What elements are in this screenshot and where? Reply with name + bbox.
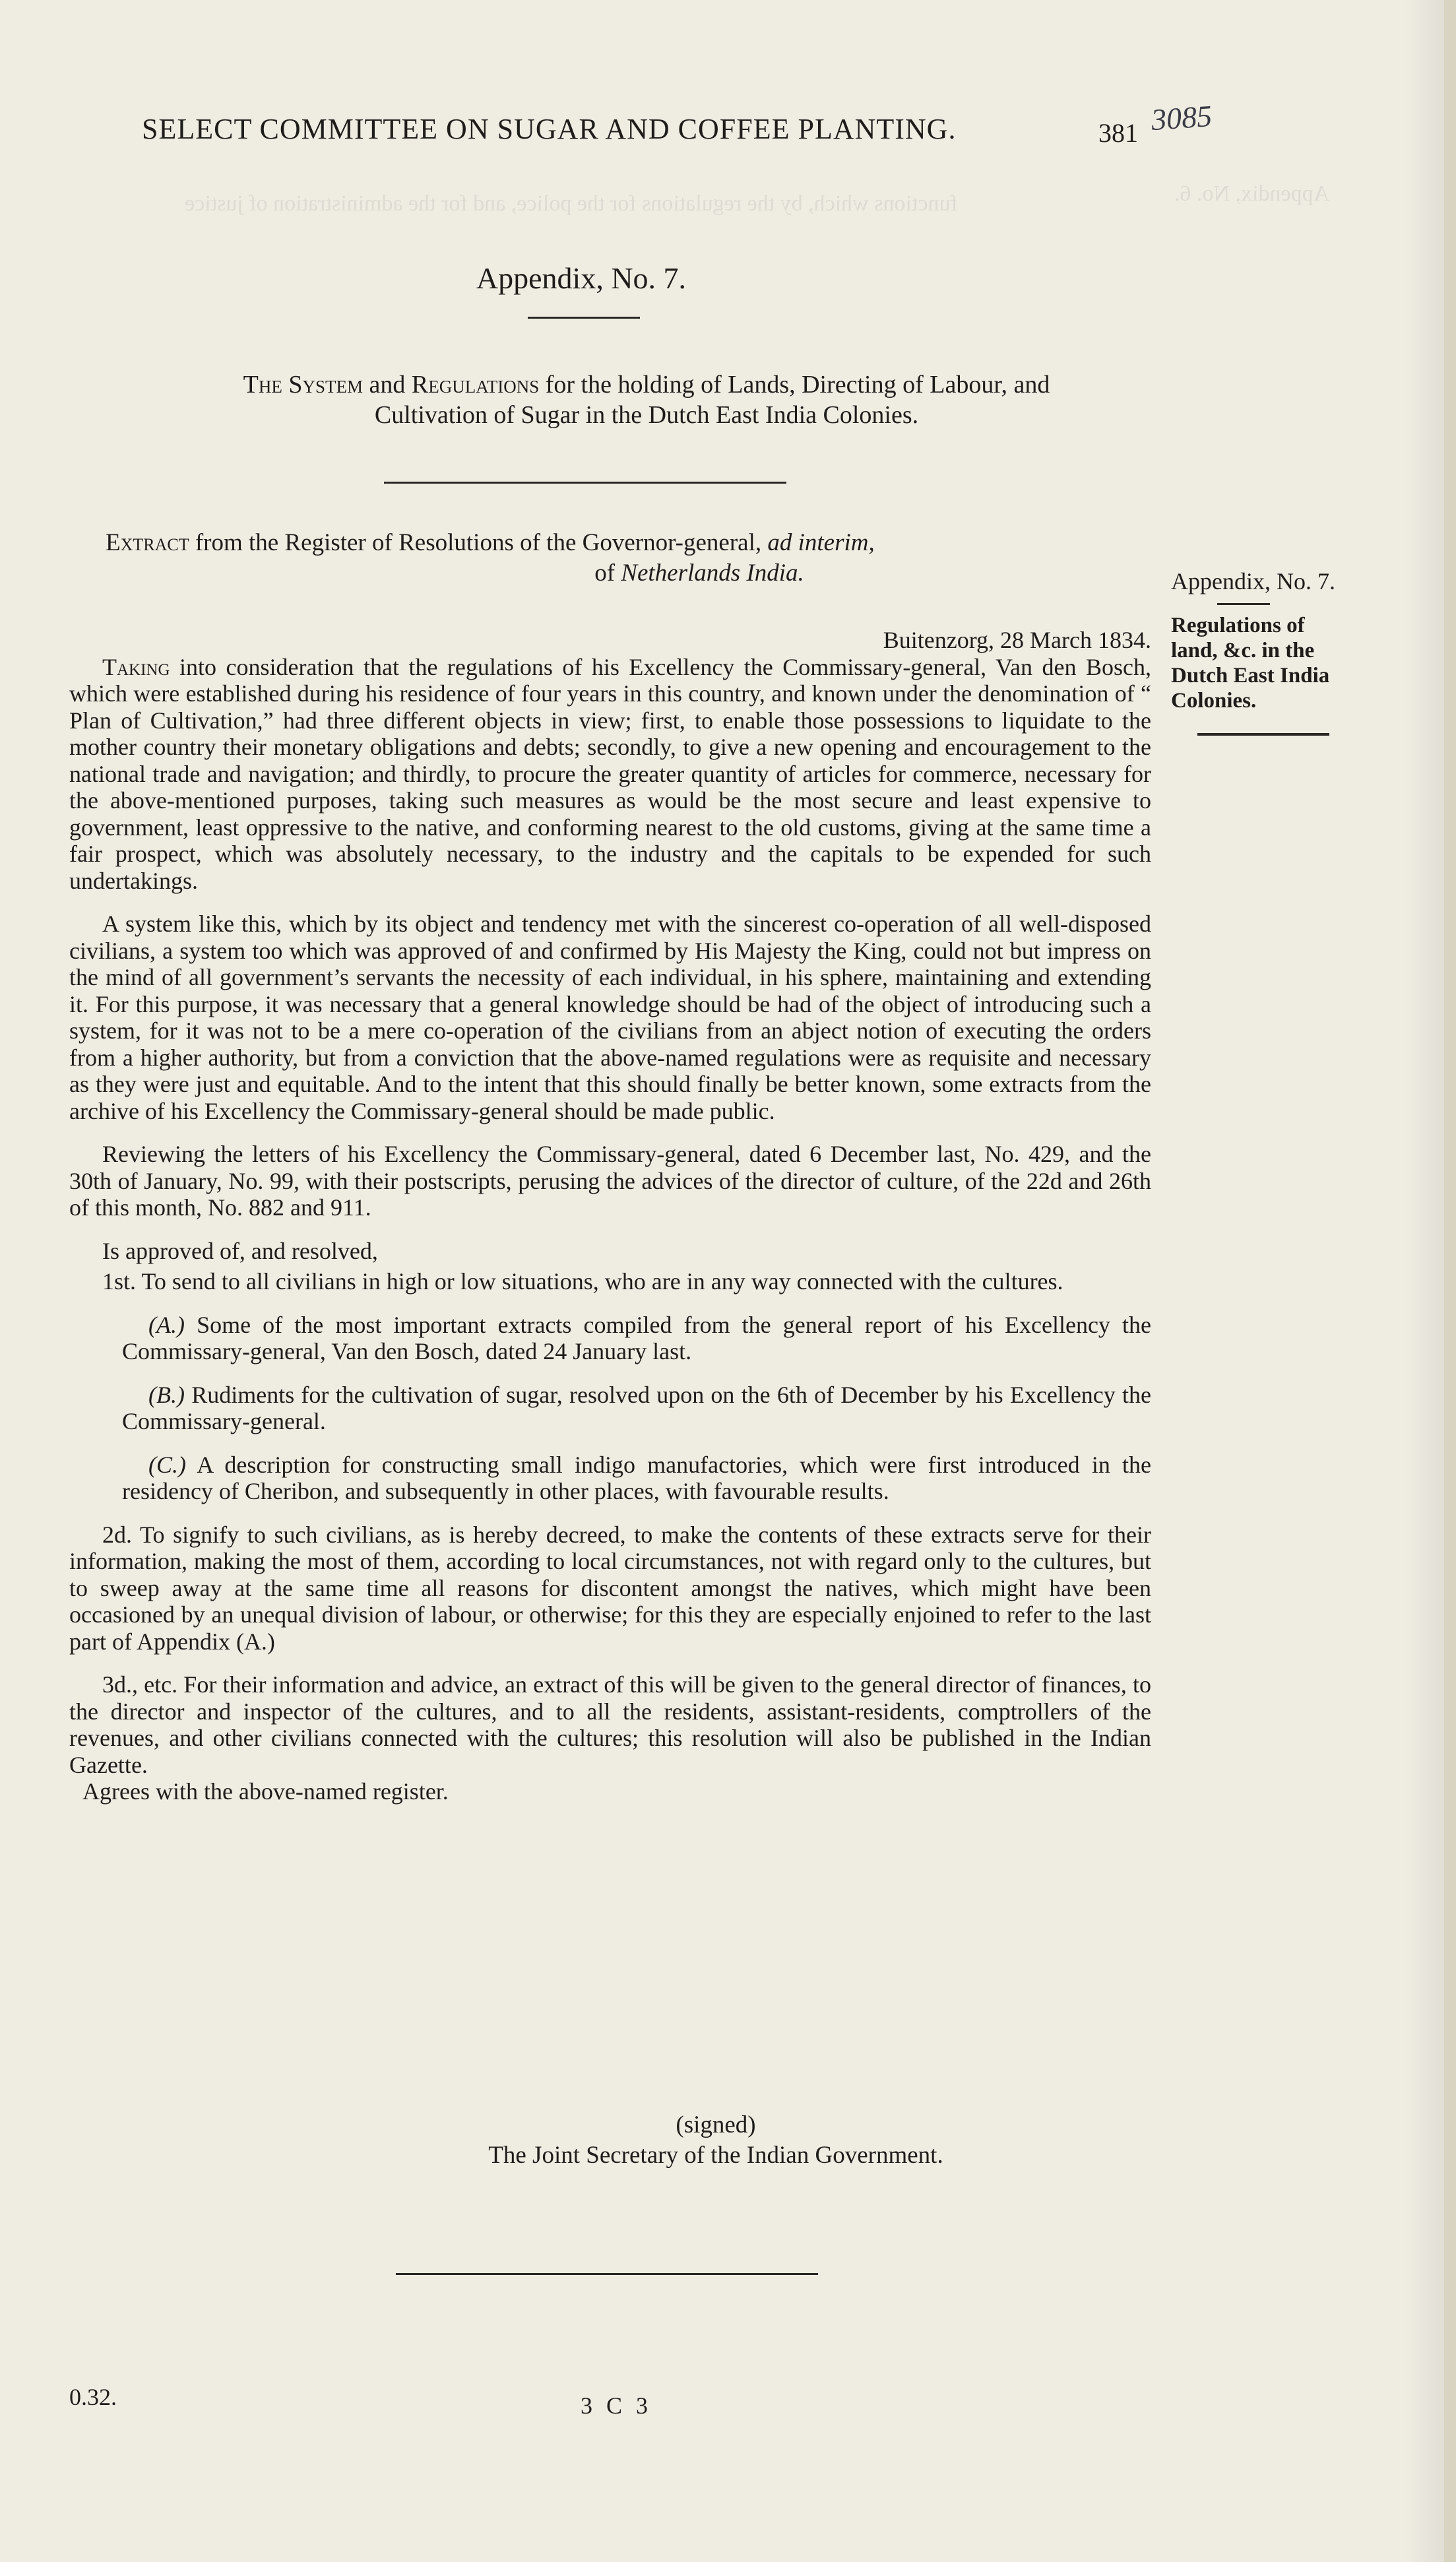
sub-item-a: (A.) Some of the most important extracts compiled from the general report of his Excellency the Commissary-general, Van den Bosch, dated 24 January last.	[122, 1311, 1151, 1364]
system-title	[119, 369, 1174, 430]
margin-note-line: Colonies.	[1171, 689, 1257, 713]
paragraph: Reviewing the letters of his Excellency the Commissary-general, dated 6 December last, No. 429, and the 30th of January, No. 99, with their postscripts, perusing the advices of the director of culture, of the 22d and 26th of this month, No. 882 and 911.	[69, 1141, 1151, 1221]
extract-heading: Extract from the Register of Resolutions of the Governor-general, ad interim, of Netherlands India.	[106, 529, 875, 587]
body-text	[69, 627, 1151, 1822]
paragraph: 3d., etc. For their information and advice, an extract of this will be given to the general director of finances, to the director and inspector of the cultures, and to all the residents, assistant-residents, comptrollers of the revenues, and other civilians connected with the cultures; this resolution will also be published in the Indian Gazette.	[69, 1671, 1151, 1778]
paragraph: Agrees with the above-named register.	[82, 1778, 449, 1805]
appendix-title: Appendix, No. 7.	[476, 261, 687, 295]
margin-note-line: Dutch East India	[1171, 664, 1330, 688]
title-rule	[528, 317, 640, 319]
bleed-through-margin: Appendix, No. 6.	[1174, 181, 1330, 206]
paragraph: Is approved of, and resolved,	[102, 1237, 378, 1264]
margin-heading: Appendix, No. 7.	[1171, 568, 1335, 594]
paragraph: 2d. To signify to such civilians, as is hereby decreed, to make the contents of these extracts serve for their information, making the most of them, according to local circumstances, not with regard only to the cultures, but to sweep away at the same time all reasons for discontent amongst the natives, which might have been occasioned by an unequal division of labour, or otherwise; for this they are especially enjoined to refer to the last part of Appendix (A.)	[69, 1521, 1151, 1655]
page-shadow	[1405, 0, 1444, 2562]
margin-note-line: Regulations of	[1171, 614, 1305, 637]
sub-item-b: (B.) Rudiments for the cultivation of sugar, resolved upon on the 6th of December by his Excellency the Commissary-general.	[122, 1381, 1151, 1434]
margin-rule	[1197, 733, 1329, 736]
footer-signature-mark: 3 C 3	[581, 2392, 652, 2419]
sub-item-c: (C.) A description for constructing small indigo manufactories, which were first introduced in the residency of Cheribon, and subsequently in other places, with favourable results.	[122, 1451, 1151, 1504]
system-title-line1: The System and Regulations for the holding of Lands, Directing of Labour, and	[243, 371, 1050, 399]
paragraph: 1st. To send to all civilians in high or low situations, who are in any way connected with the cultures.	[102, 1268, 1063, 1295]
page-number: 381	[1098, 118, 1138, 148]
bleed-through-text: functions which, by the regulations for the police, and for the administration of justice	[185, 191, 958, 216]
signed-label: (signed)	[676, 2111, 756, 2138]
end-rule	[396, 2273, 818, 2275]
margin-note	[1171, 567, 1389, 736]
signatory: The Joint Secretary of the Indian Government.	[488, 2142, 943, 2169]
page-edge	[1444, 0, 1456, 2562]
margin-note-line: land, &c. in the	[1171, 639, 1315, 662]
running-header	[142, 98, 1263, 165]
paragraph: Taking into consideration that the regulations of his Excellency the Commissary-general, Van den Bosch, which were established during his residence of four years in this country, and known under the denomination of “ Plan of Cultivation,” had three different objects in view; first, to enable those possessions to liquidate to the mother country their monetary obligations and debts; secondly, to give a new opening and encouragement to the national trade and navigation; and thirdly, to procure the greater quantity of articles for commerce, necessary for the above-mentioned purposes, taking such measures as would be the most secure and least expensive to government, least oppressive to the native, and conforming nearest to the old customs, giving at the same time a fair prospect, which was absolutely necessary, to the industry and the capitals to be expended for such undertakings.	[69, 653, 1151, 894]
paragraph: A system like this, which by its object and tendency met with the sincerest co-operation of all well-disposed civilians, a system too which was approved of and confirmed by His Majesty the King, could not but impress on the mind of all government’s servants the necessity of each individual, in his sphere, maintaining and extending it. For this purpose, it was necessary that a general knowledge should be had of the object of introducing such a system, for it was not to be a mere co-operation of the civilians from an abject notion of executing the orders from a higher authority, but from a conviction that the above-named regulations were as requisite and necessary as they were just and equitable. And to the intent that this should finally be better known, some extracts from the archive of his Excellency the Commissary-general should be made public.	[69, 911, 1151, 1124]
handwritten-page-number: 3085	[1150, 98, 1213, 137]
margin-heading-rule	[1217, 603, 1270, 605]
signature-block	[0, 2110, 1082, 2171]
dateline: Buitenzorg, 28 March 1834.	[883, 627, 1151, 653]
system-title-line2: Cultivation of Sugar in the Dutch East India Colonies.	[374, 401, 919, 429]
section-rule	[384, 482, 786, 484]
running-title: SELECT COMMITTEE ON SUGAR AND COFFEE PLANTING.	[142, 113, 957, 145]
footer-paper-number: 0.32.	[69, 2384, 117, 2410]
